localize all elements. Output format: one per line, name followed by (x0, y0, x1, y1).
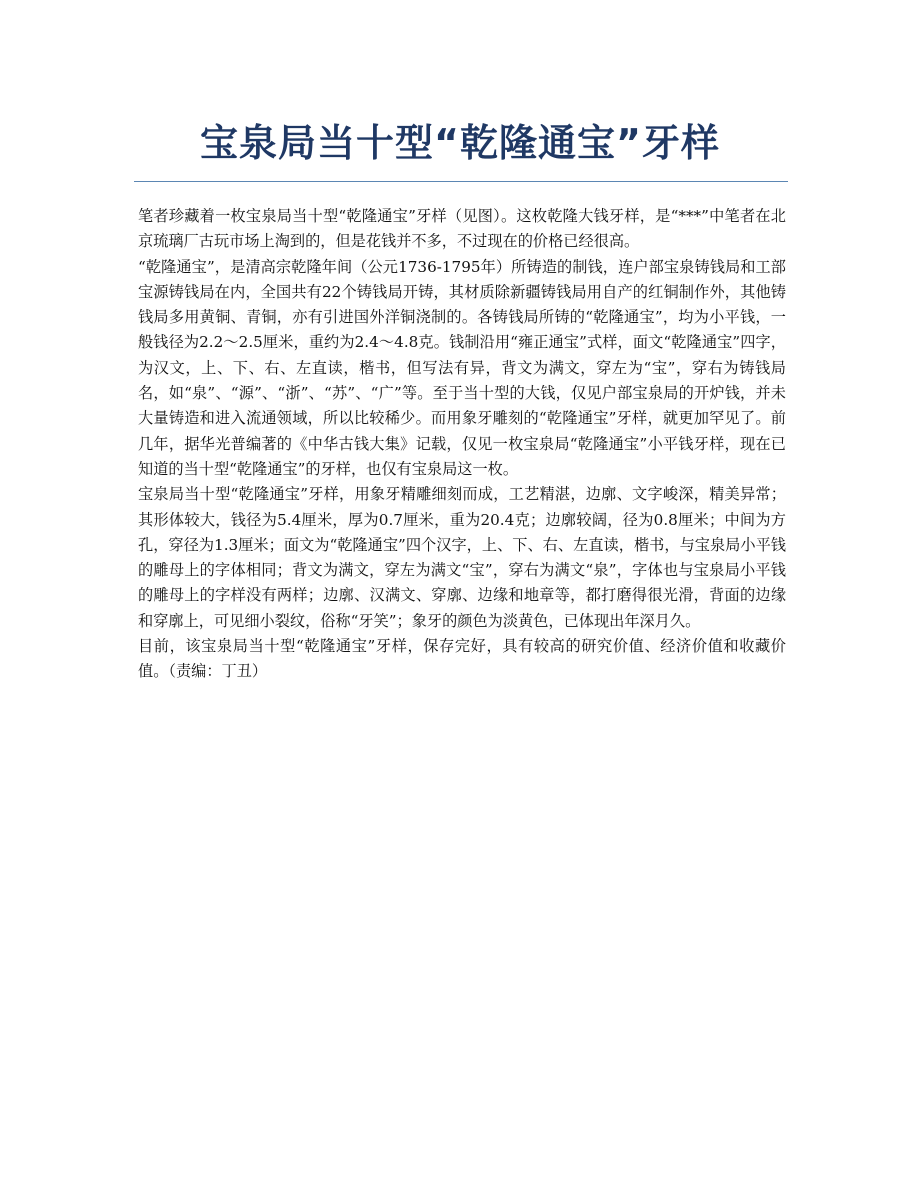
title-divider (134, 181, 788, 182)
paragraph-intro: 笔者珍藏着一枚宝泉局当十型“乾隆通宝”牙样（见图）。这枚乾隆大钱牙样，是“***”中笔者在北京琉璃厂古玩市场上淘到的，但是花钱并不多，不过现在的价格已经很高。 (138, 207, 786, 251)
paragraph-description: 宝泉局当十型“乾隆通宝”牙样，用象牙精雕细刻而成，工艺精湛，边廓、文字峻深，精美异常；其形体较大，钱径为5.4厘米，厚为0.7厘米，重为20.4克；边廓较阔，径为0.8厘米；中间为方孔，穿径为1.3厘米；面文为“乾隆通宝”四个汉字，上、下、右、左直读，楷书，与宝泉局小平钱的雕母上的字体相同；背文为满文，穿左为满文“宝”，穿右为满文“泉”，字体也与宝泉局小平钱的雕母上的字样没有两样；边廓、汉满文、穿廓、边缘和地章等，都打磨得很光滑，背面的边缘和穿廓上，可见细小裂纹，俗称“牙笑”；象牙的颜色为淡黄色，已体现出年深月久。 (138, 485, 786, 630)
article-title: 宝泉局当十型“乾隆通宝”牙样 (200, 121, 720, 165)
paragraph-conclusion: 目前，该宝泉局当十型“乾隆通宝”牙样，保存完好，具有较高的研究价值、经济价值和收藏价值。（责编：丁丑） (138, 637, 786, 681)
paragraph-history: “乾隆通宝”，是清高宗乾隆年间（公元1736-1795年）所铸造的制钱，连户部宝泉铸钱局和工部宝源铸钱局在内，全国共有22个铸钱局开铸，其材质除新疆铸钱局用自产的红铜制作外，其他铸钱局多用黄铜、青铜，亦有引进国外洋铜浇制的。各铸钱局所铸的“乾隆通宝”，均为小平钱，一般钱径为2.2～2.5厘米，重约为2.4～4.8克。钱制沿用“雍正通宝”式样，面文“乾隆通宝”四字，为汉文，上、下、右、左直读，楷书，但写法有异，背文为满文，穿左为“宝”，穿右为铸钱局名，如“泉”、“源”、“浙”、“苏”、“广”等。至于当十型的大钱，仅见户部宝泉局的开炉钱，并未大量铸造和进入流通领域，所以比较稀少。而用象牙雕刻的“乾隆通宝”牙样，就更加罕见了。前几年，据华光普编著的《中华古钱大集》记载，仅见一枚宝泉局“乾隆通宝”小平钱牙样，现在已知道的当十型“乾隆通宝”的牙样，也仅有宝泉局这一枚。 (138, 257, 786, 478)
article-body (138, 204, 786, 685)
